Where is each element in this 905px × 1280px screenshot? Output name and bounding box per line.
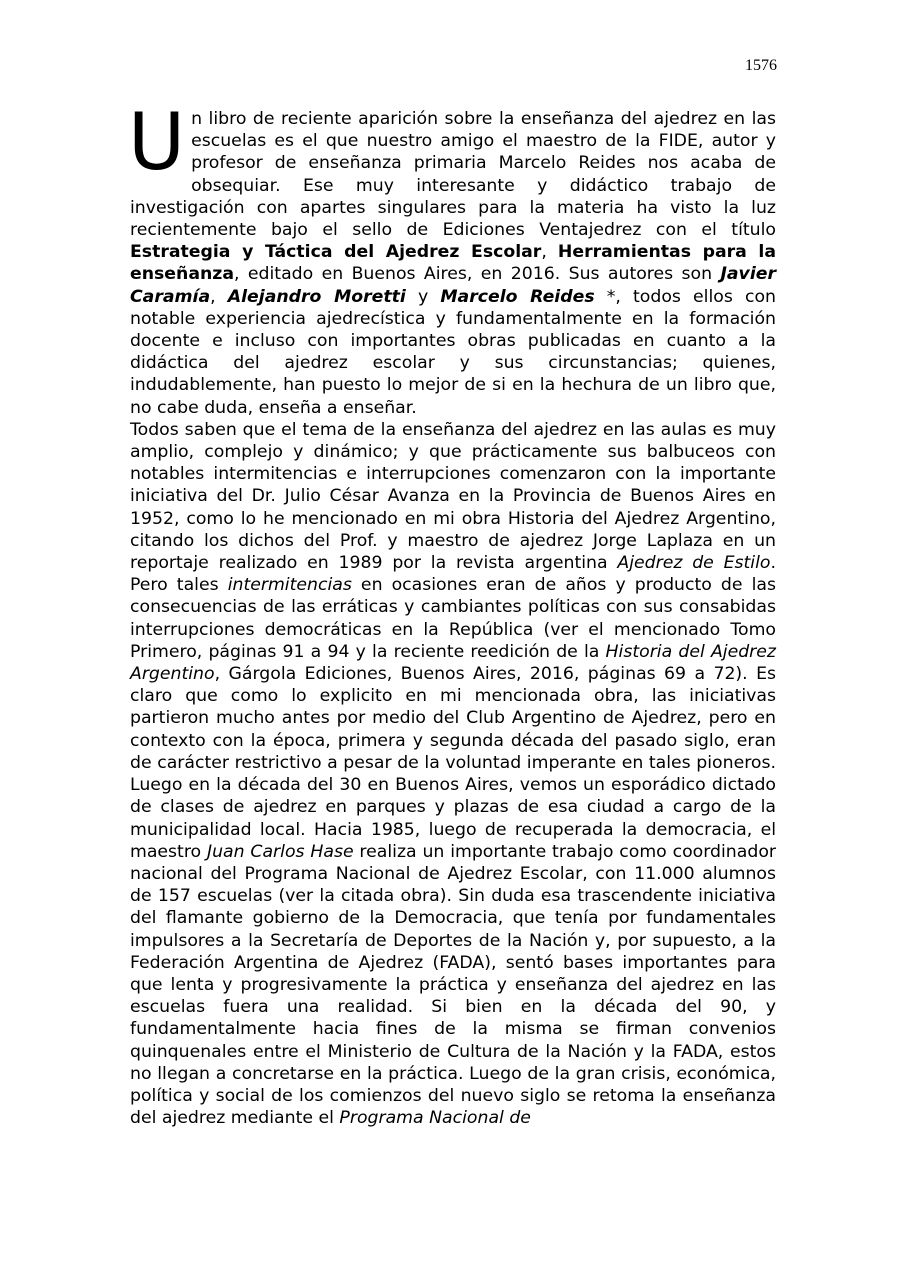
program-name-fragment: Programa Nacional de bbox=[339, 1108, 531, 1129]
intro-text-2: , editado en Buenos Aires, en 2016. Sus autores son bbox=[234, 264, 721, 285]
page-number: 1576 bbox=[745, 57, 777, 74]
title-separator: , bbox=[541, 242, 558, 263]
person-hase: Juan Carlos Hase bbox=[206, 841, 354, 862]
book-title-part-1: Estrategia y Táctica del Ajedrez Escolar bbox=[130, 242, 542, 263]
intermitencias-emphasis: intermitencias bbox=[227, 575, 352, 596]
author-reides: Marcelo Reides bbox=[440, 286, 595, 307]
paragraph-intro bbox=[128, 98, 776, 419]
author-moretti: Alejandro Moretti bbox=[227, 286, 406, 307]
history-text-3: en ocasiones eran de años y producto de las consecuencias de las erráticas y cambiantes políticas con sus consabidas interrupciones democráticas en la República (ver el mencionado Tomo Primero, páginas 91 a 94 y la reciente reedición de la bbox=[130, 575, 776, 662]
history-text-5: realiza un importante trabajo como coordinador nacional del Programa Nacional de Ajedrez Escolar, con 11.000 alumnos de 157 escuelas (ver la citada obra). Sin duda esa trascendente iniciativa del flamante gobierno de la Democracia, que tenía por fundamentales impulsores a la Secretaría de Deportes de la Nación y, por supuesto, a la Federación Argentina de Ajedrez (FADA), sentó bases importantes para que lenta y progresivamente la práctica y enseñanza del ajedrez en las escuelas fuera una realidad. Si bien en la década del 90, y fundamentalmente hacia fines de la misma se firman convenios quinquenales entre el Ministerio de Cultura de la Nación y la FADA, estos no llegan a concretarse en la práctica. Luego de la gran crisis, económica, política y social de los comienzos del nuevo siglo se retoma la enseñanza del ajedrez mediante el bbox=[130, 841, 776, 1129]
author-separator-2: y bbox=[405, 286, 441, 307]
book-title-part-2: Herramientas para la enseñanza bbox=[130, 242, 776, 285]
history-text-2: . Pero tales bbox=[130, 553, 776, 596]
drop-cap: U bbox=[128, 98, 186, 188]
magazine-title: Ajedrez de Estilo bbox=[617, 553, 771, 574]
author-separator-1: , bbox=[210, 286, 228, 307]
paragraph-history bbox=[130, 419, 776, 1130]
article-body bbox=[128, 98, 776, 1129]
author-caramia: Javier Caramía bbox=[130, 264, 776, 307]
book-reference-title: Historia del Ajedrez Argentino bbox=[130, 641, 776, 685]
history-text-4: , Gárgola Ediciones, Buenos Aires, 2016, páginas 69 a 72). Es claro que como lo explicito en mi mencionada obra, las iniciativas partieron mucho antes por medio del Club Argentino de Ajedrez, pero en contexto con la época, primera y segunda década del pasado siglo, eran de carácter restrictivo a pesar de la voluntad imperante en tales pioneros. Luego en la década del 30 en Buenos Aires, vemos un esporádico dictado de clases de ajedrez en parques y plazas de esa ciudad a cargo de la municipalidad local. Hacia 1985, luego de recuperada la democracia, el maestro bbox=[130, 664, 776, 862]
history-text-1: Todos saben que el tema de la enseñanza del ajedrez en las aulas es muy amplio, complejo y dinámico; y que prácticamente sus balbuceos con notables intermitencias e interrupciones comenzaron con la importante iniciativa del Dr. Julio César Avanza en la Provincia de Buenos Aires en 1952, como lo he mencionado en mi obra Historia del Ajedrez Argentino, citando los dichos del Prof. y maestro de ajedrez Jorge Laplaza en un reportaje realizado en 1989 por la revista argentina bbox=[130, 419, 776, 574]
intro-text-1: n libro de reciente aparición sobre la enseñanza del ajedrez en las escuelas es el que nuestro amigo el maestro de la FIDE, autor y profesor de enseñanza primaria Marcelo Reides nos acaba de obsequiar. Ese muy interesante y didáctico trabajo de investigación con apartes singulares para la materia ha visto la luz recientemente bajo el sello de Ediciones Ventajedrez con el título bbox=[130, 109, 776, 241]
intro-text-3: *, todos ellos con notable experiencia ajedrecística y fundamentalmente en la formación docente e incluso con importantes obras publicadas en cuanto a la didáctica del ajedrez escolar y sus circunstancias; quienes, indudablemente, han puesto lo mejor de si en la hechura de un libro que, no cabe duda, enseña a enseñar. bbox=[130, 286, 776, 418]
